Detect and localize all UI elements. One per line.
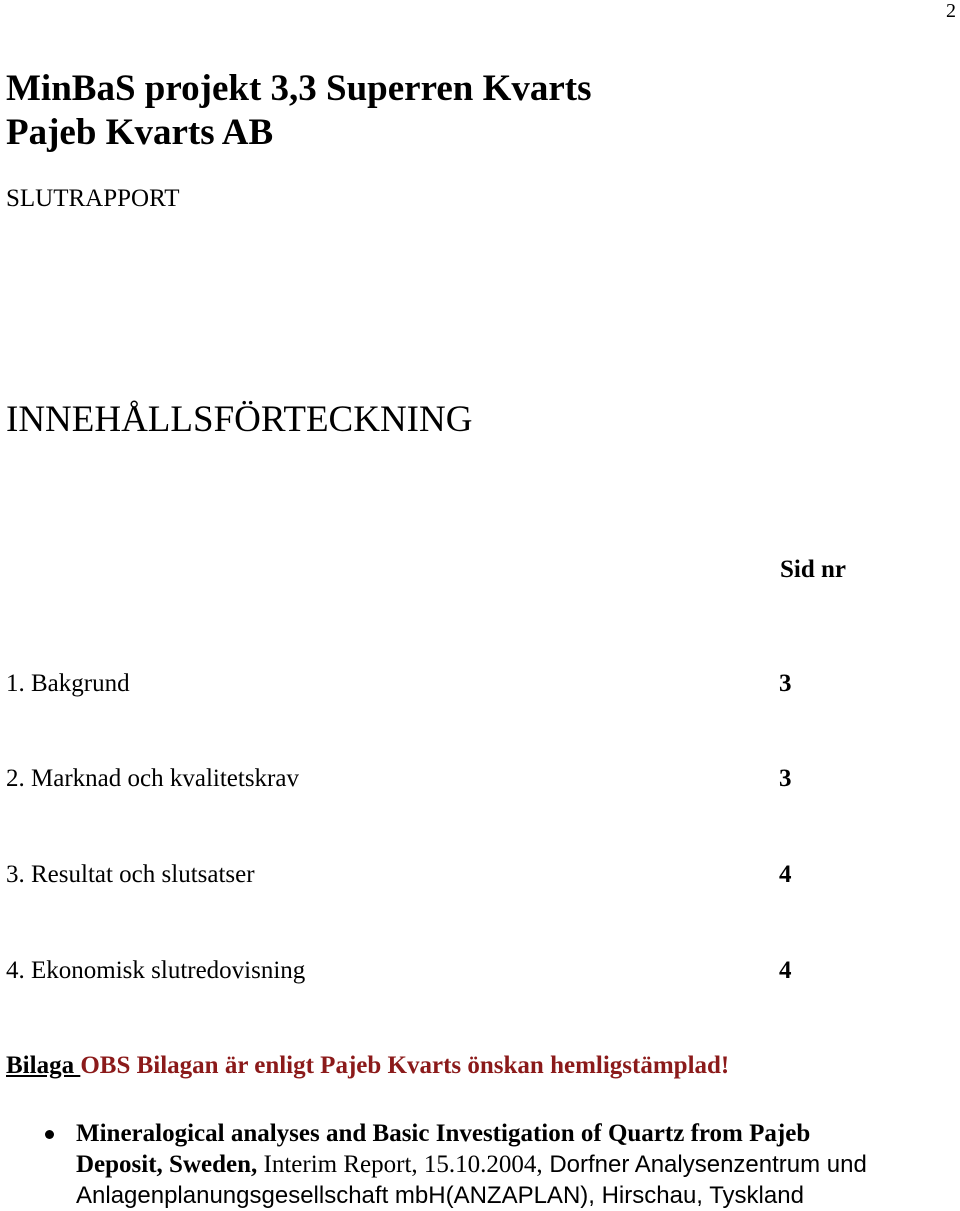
toc-entry-page: 4 [779,957,792,984]
toc-page-column-header: Sid nr [780,556,847,583]
toc-entry-label: 1. Bakgrund [6,670,130,697]
appendix-item-line-3: Anlagenplanungsgesellschaft mbH(ANZAPLAN), Hirschau, Tyskland [76,1182,804,1209]
appendix-item-line-1 [76,1118,956,1149]
report-subtitle: SLUTRAPPORT [6,185,180,212]
bullet-icon [45,1130,54,1139]
report-title-line-2: Pajeb Kvarts AB [6,112,274,153]
appendix-item-title-part2: Deposit, Sweden, [76,1151,258,1178]
report-title-line-1: MinBaS projekt 3,3 Superren Kvarts [6,68,592,109]
appendix-line [6,1051,729,1081]
toc-entry-page: 3 [779,765,792,792]
toc-entry-label: 3. Resultat och slutsatser [6,861,255,888]
toc-entry-label: 2. Marknad och kvalitetskrav [6,765,299,792]
appendix-label: Bilaga [6,1052,81,1079]
toc-heading: INNEHÅLLSFÖRTECKNING [6,399,473,440]
toc-entry-label: 4. Ekonomisk slutredovisning [6,957,306,984]
page-number: 2 [946,0,956,22]
toc-entry-page: 3 [779,670,792,697]
toc-entry-page: 4 [779,861,792,888]
appendix-item-detail-part1: Interim Report, 15.10.2004, [257,1151,543,1178]
appendix-item-title-part1: Mineralogical analyses and Basic Investigation of Quartz from Pajeb [76,1120,811,1147]
appendix-item-text [76,1118,956,1211]
appendix-confidential-note: OBS Bilagan är enligt Pajeb Kvarts önskan hemligstämplad! [80,1052,730,1079]
appendix-item-line-2 [76,1149,956,1180]
appendix-item-detail-part2: Dorfner Analysenzentrum und [542,1151,867,1178]
